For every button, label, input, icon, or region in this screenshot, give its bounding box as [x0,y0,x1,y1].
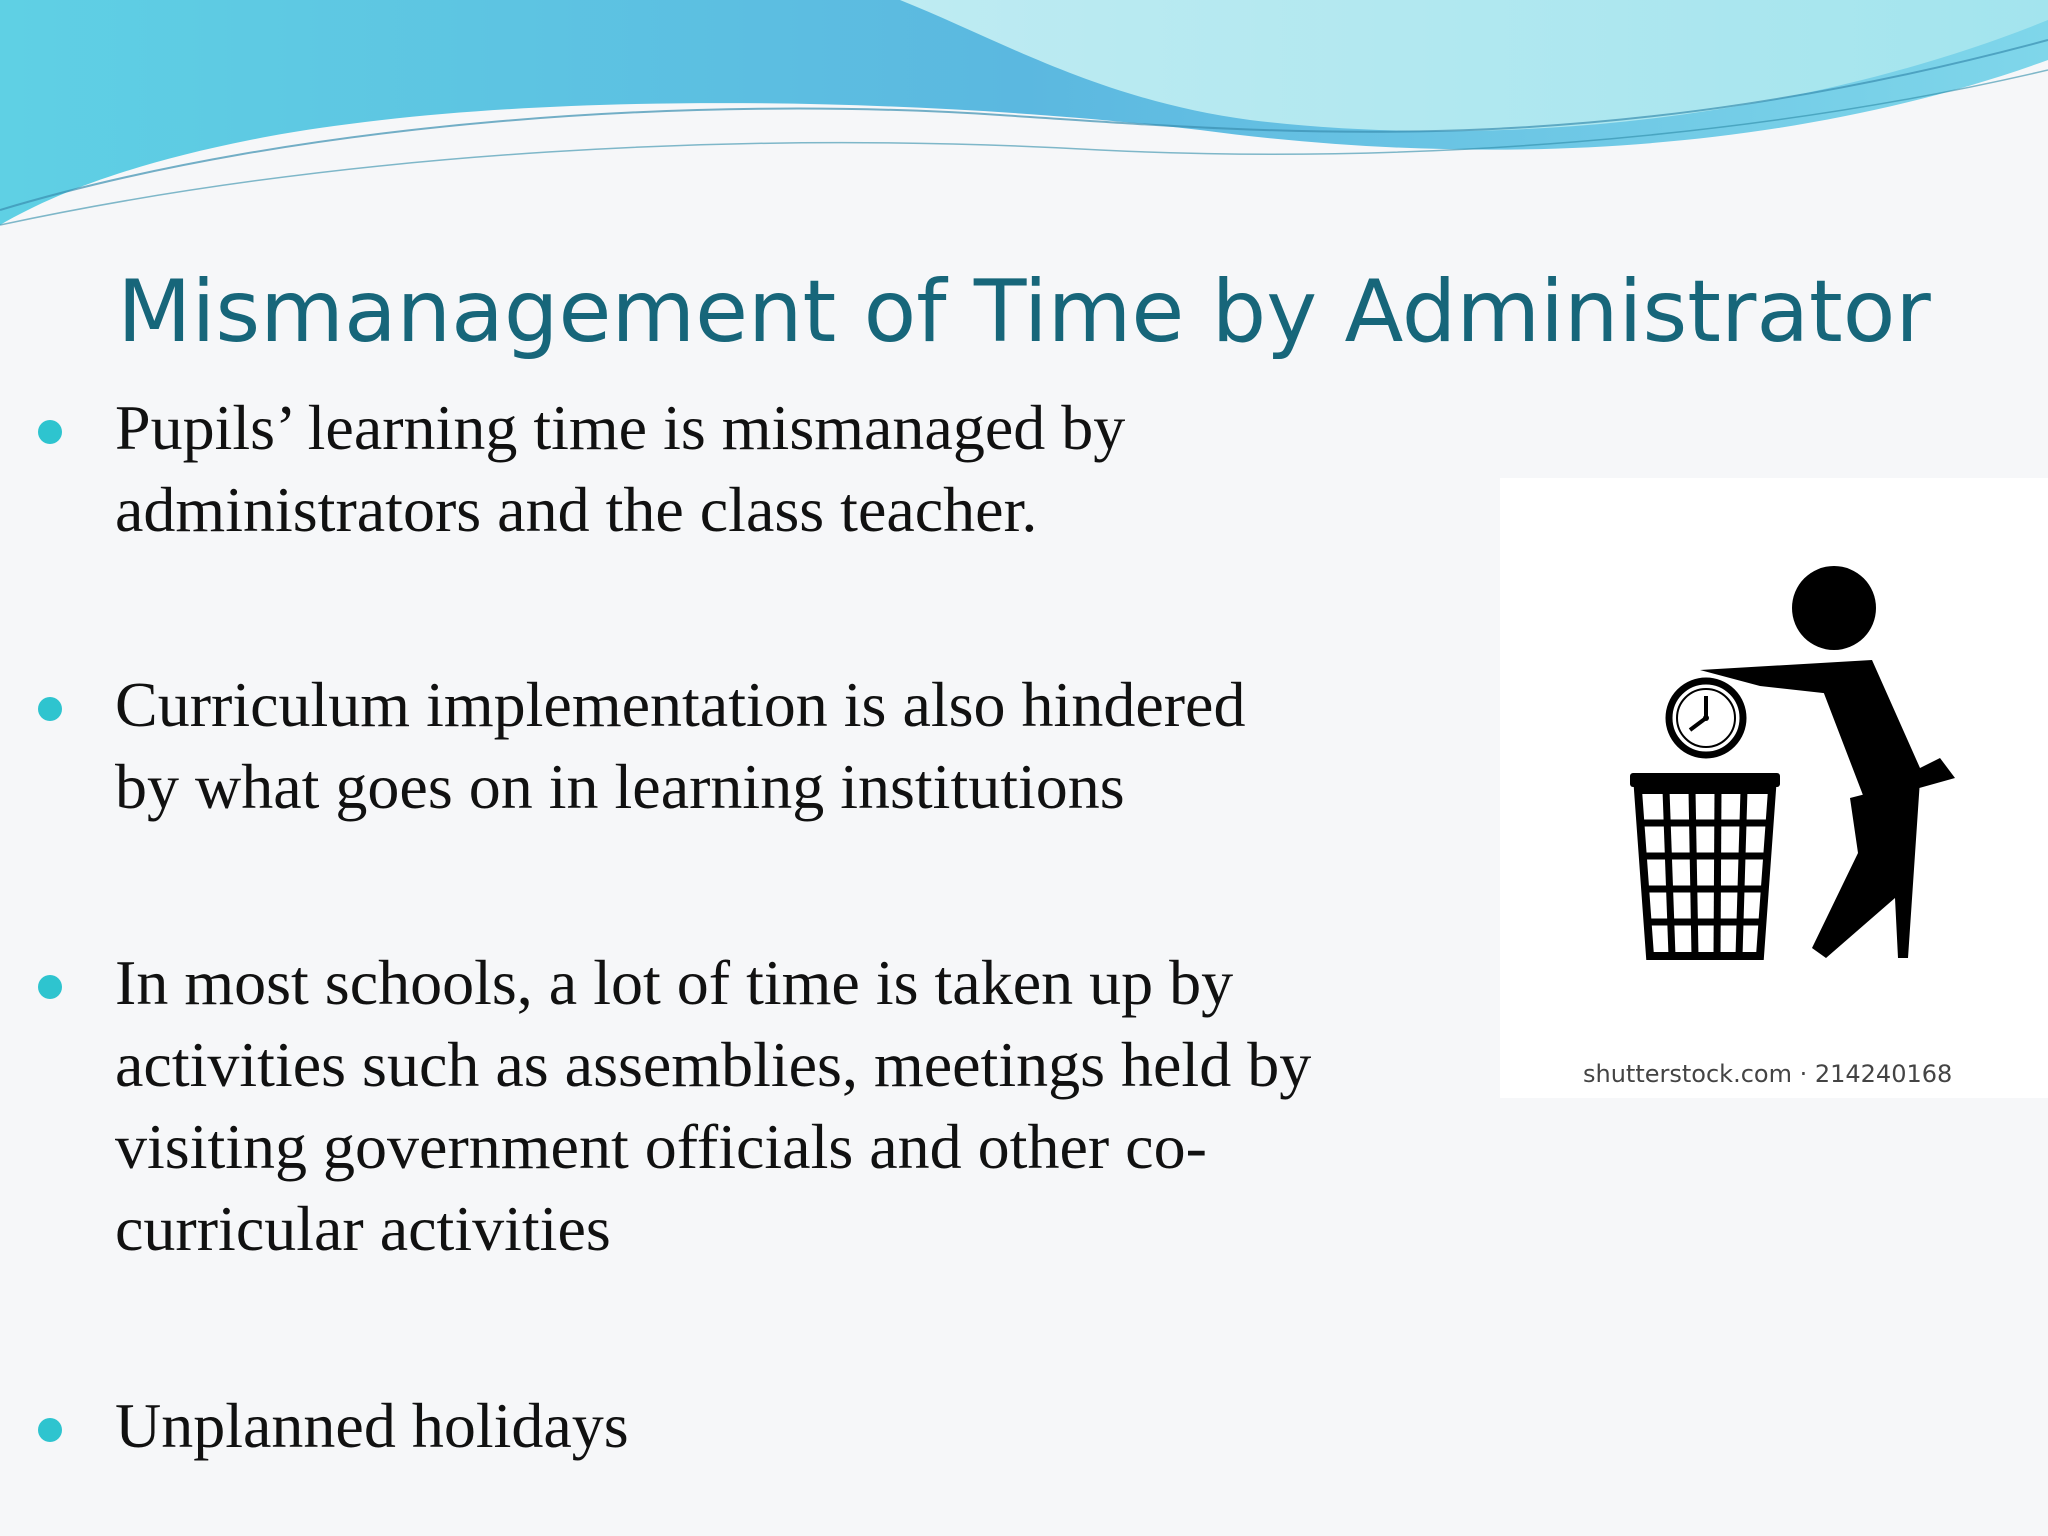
image-watermark: shutterstock.com · 214240168 [1583,1060,1953,1088]
person-throwing-clock-in-trash-icon [1500,478,2048,1098]
bullet-item [115,664,1515,828]
bullet-item [115,942,1515,1270]
bullet-line: curricular activities [115,1193,611,1264]
bullet-line: Unplanned holidays [115,1390,629,1461]
bullet-line: activities such as assemblies, meetings held by [115,1029,1312,1100]
bullet-marker [38,420,62,444]
slide-title: Mismanagement of Time by Administrator [117,262,1931,362]
bullet-marker [38,975,62,999]
bullet-line: Curriculum implementation is also hindered [115,669,1246,740]
bullet-marker [38,1418,62,1442]
bullet-marker [38,697,62,721]
wave-header-decoration [0,0,2048,240]
bullet-item [115,387,1515,551]
bullet-line: by what goes on in learning institutions [115,751,1125,822]
bullet-line: administrators and the class teacher. [115,474,1038,545]
bullet-item [115,1385,1515,1467]
time-waste-illustration [1500,478,2048,1098]
bullet-line: In most schools, a lot of time is taken up by [115,947,1234,1018]
bullet-line: visiting government officials and other co- [115,1111,1207,1182]
bullet-line: Pupils’ learning time is mismanaged by [115,392,1126,463]
